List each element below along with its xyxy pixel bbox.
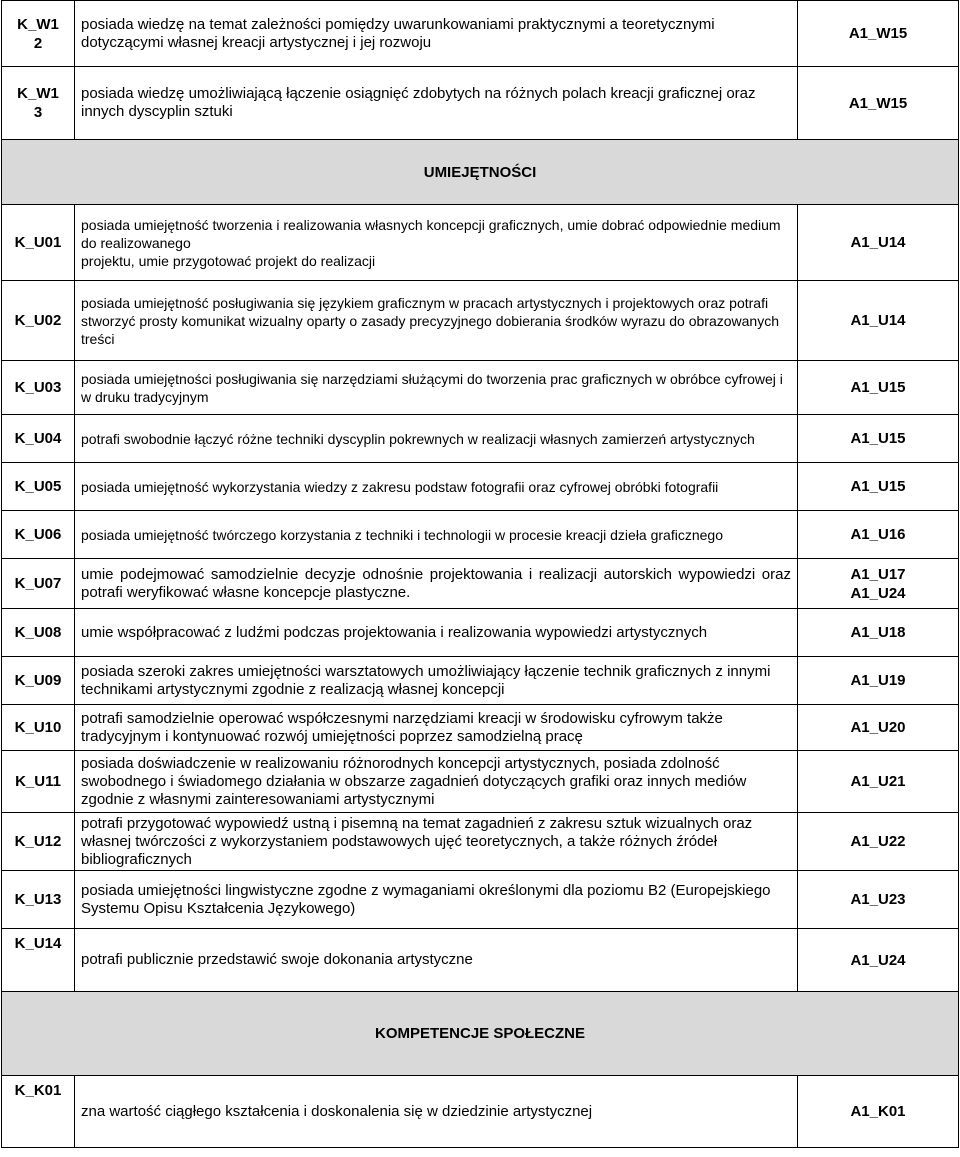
outcome-code: K_U08 [2, 609, 75, 657]
reference-code: A1_K01 [798, 1076, 959, 1148]
outcome-description: potrafi przygotować wypowiedź ustną i pisemną na temat zagadnień z zakresu sztuk wizualnych oraz własnej twórczości z wykorzystaniem podstawowych ujęć teoretycznych, a także różnych źródeł bibliograficznych [75, 813, 798, 871]
outcome-description: potrafi samodzielnie operować współczesnymi narzędziami kreacji w środowisku cyfrowym także tradycyjnym i kontynuować rozwój umiejętności poprzez samodzielną pracę [75, 705, 798, 751]
learning-outcomes-table [1, 0, 959, 1148]
outcome-description: posiada umiejętności posługiwania się narzędziami służącymi do tworzenia prac graficznych w obróbce cyfrowej i w druku tradycyjnym [75, 361, 798, 415]
table-row [2, 205, 959, 281]
outcome-code: K_U11 [2, 751, 75, 813]
reference-code: A1_U18 [798, 609, 959, 657]
outcome-description: posiada doświadczenie w realizowaniu różnorodnych koncepcji artystycznych, posiada zdolność swobodnego i świadomego działania w obszarze zagadnień dotyczących grafiki oraz innych mediów zgodnie z własnymi zainteresowaniami artystycznymi [75, 751, 798, 813]
section-title-social: KOMPETENCJE SPOŁECZNE [2, 992, 959, 1076]
reference-code: A1_U21 [798, 751, 959, 813]
reference-code: A1_U22 [798, 813, 959, 871]
reference-code: A1_W15 [798, 1, 959, 67]
outcome-code: K_U12 [2, 813, 75, 871]
table-row [2, 929, 959, 992]
outcome-code: K_U04 [2, 415, 75, 463]
reference-code: A1_W15 [798, 67, 959, 140]
outcome-code: K_U06 [2, 511, 75, 559]
outcome-description: potrafi swobodnie łączyć różne techniki dyscyplin pokrewnych w realizacji własnych zamierzeń artystycznych [75, 415, 798, 463]
outcome-description: zna wartość ciągłego kształcenia i doskonalenia się w dziedzinie artystycznej [75, 1076, 798, 1148]
section-header-row [2, 140, 959, 205]
outcome-code: K_U03 [2, 361, 75, 415]
table-row [2, 1076, 959, 1148]
table-row [2, 281, 959, 361]
outcome-description: posiada szeroki zakres umiejętności warsztatowych umożliwiający łączenie technik graficznych z innymi technikami artystycznymi zgodnie z realizacją własnej koncepcji [75, 657, 798, 705]
table-row [2, 751, 959, 813]
table-row [2, 67, 959, 140]
reference-code: A1_U23 [798, 871, 959, 929]
table-row [2, 871, 959, 929]
table-row [2, 559, 959, 609]
outcome-description: umie współpracować z ludźmi podczas projektowania i realizowania wypowiedzi artystycznych [75, 609, 798, 657]
table-row [2, 657, 959, 705]
outcome-description: posiada wiedzę umożliwiającą łączenie osiągnięć zdobytych na różnych polach kreacji graficznej oraz innych dyscyplin sztuki [75, 67, 798, 140]
section-header-row [2, 992, 959, 1076]
outcome-code: K_W1 2 [2, 1, 75, 67]
outcome-code: K_U13 [2, 871, 75, 929]
table-row [2, 361, 959, 415]
outcome-code: K_U02 [2, 281, 75, 361]
outcome-description: posiada umiejętność twórczego korzystania z techniki i technologii w procesie kreacji dzieła graficznego [75, 511, 798, 559]
outcome-code: K_U01 [2, 205, 75, 281]
table-row [2, 813, 959, 871]
reference-code: A1_U16 [798, 511, 959, 559]
reference-code: A1_U19 [798, 657, 959, 705]
outcome-code: K_U10 [2, 705, 75, 751]
reference-code: A1_U14 [798, 205, 959, 281]
reference-code: A1_U20 [798, 705, 959, 751]
outcome-description: posiada wiedzę na temat zależności pomiędzy uwarunkowaniami praktycznymi a teoretycznymi dotyczącymi własnej kreacji artystycznej i jej rozwoju [75, 1, 798, 67]
table-row [2, 463, 959, 511]
reference-code: A1_U15 [798, 415, 959, 463]
table-row [2, 511, 959, 559]
outcome-code: K_W1 3 [2, 67, 75, 140]
section-title-skills: UMIEJĘTNOŚCI [2, 140, 959, 205]
outcome-code: K_U09 [2, 657, 75, 705]
reference-code: A1_U15 [798, 463, 959, 511]
reference-code: A1_U24 [798, 929, 959, 992]
reference-code: A1_U15 [798, 361, 959, 415]
table-row [2, 1, 959, 67]
outcome-code: K_U07 [2, 559, 75, 609]
outcome-description: posiada umiejętność tworzenia i realizowania własnych koncepcji graficznych, umie dobrać odpowiednie medium do realizowanego projektu, umie przygotować projekt do realizacji [75, 205, 798, 281]
table-row [2, 609, 959, 657]
outcome-code: K_U14 [2, 929, 75, 992]
outcome-description: posiada umiejętność wykorzystania wiedzy z zakresu podstaw fotografii oraz cyfrowej obróbki fotografii [75, 463, 798, 511]
outcome-description: posiada umiejętność posługiwania się językiem graficznym w pracach artystycznych i projektowych oraz potrafi stworzyć prosty komunikat wizualny oparty o zasady precyzyjnego dobierania środków wyrazu do obrazowanych treści [75, 281, 798, 361]
reference-code: A1_U14 [798, 281, 959, 361]
outcome-code: K_K01 [2, 1076, 75, 1148]
table-row [2, 705, 959, 751]
table-row [2, 415, 959, 463]
reference-code: A1_U17 A1_U24 [798, 559, 959, 609]
outcome-description: umie podejmować samodzielnie decyzje odnośnie projektowania i realizacji autorskich wypowiedzi oraz potrafi weryfikować własne koncepcje plastyczne. [75, 559, 798, 609]
outcome-code: K_U05 [2, 463, 75, 511]
outcome-description: posiada umiejętności lingwistyczne zgodne z wymaganiami określonymi dla poziomu B2 (Europejskiego Systemu Opisu Kształcenia Językowego) [75, 871, 798, 929]
outcome-description: potrafi publicznie przedstawić swoje dokonania artystyczne [75, 929, 798, 992]
